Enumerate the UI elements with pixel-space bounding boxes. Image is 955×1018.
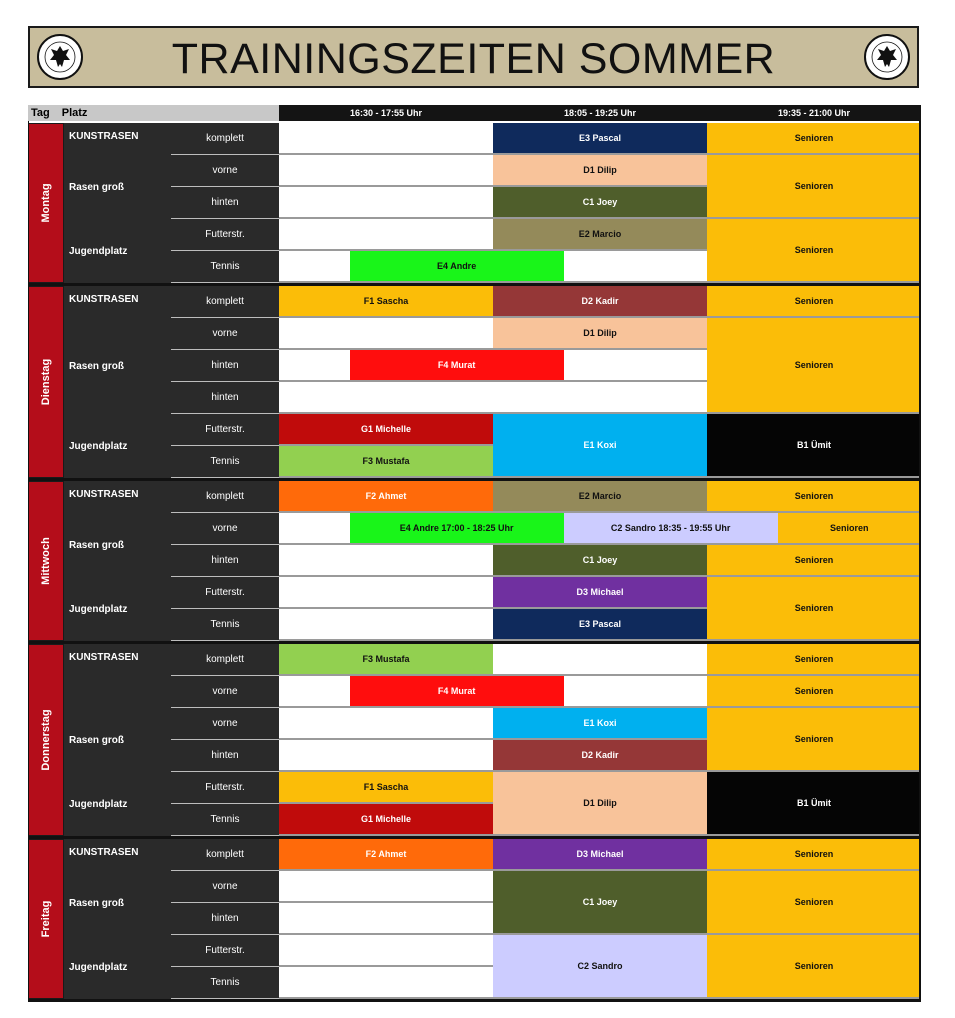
day-dienstag bbox=[28, 286, 64, 478]
sub-location-label: Futterstr. bbox=[171, 219, 279, 251]
sub-location-label: hinten bbox=[171, 740, 279, 772]
training-block: Senioren bbox=[707, 935, 921, 999]
field-label: KUNSTRASEN bbox=[64, 123, 171, 155]
training-block: Senioren bbox=[707, 123, 921, 155]
training-block: E2 Marcio bbox=[493, 219, 707, 251]
sub-location-label: vorne bbox=[171, 871, 279, 903]
sub-location-label: Tennis bbox=[171, 804, 279, 836]
training-block: D3 Michael bbox=[493, 577, 707, 609]
empty-slot bbox=[279, 935, 493, 967]
training-block: Senioren bbox=[707, 219, 921, 283]
empty-slot bbox=[279, 577, 493, 609]
sub-location-label: Futterstr. bbox=[171, 577, 279, 609]
empty-slot bbox=[279, 871, 493, 903]
training-block: C2 Sandro 18:35 - 19:55 Uhr bbox=[564, 513, 778, 545]
training-block: Senioren bbox=[778, 513, 921, 545]
training-block: F3 Mustafa bbox=[279, 644, 493, 676]
sub-location-label: vorne bbox=[171, 513, 279, 545]
field-label: Jugendplatz bbox=[64, 935, 171, 999]
sub-location-label: hinten bbox=[171, 545, 279, 577]
training-block: G1 Michelle bbox=[279, 414, 493, 446]
sub-location-label: komplett bbox=[171, 123, 279, 155]
sub-location-label: komplett bbox=[171, 286, 279, 318]
sub-location-label: Futterstr. bbox=[171, 935, 279, 967]
training-block: E2 Marcio bbox=[493, 481, 707, 513]
training-block: E4 Andre 17:00 - 18:25 Uhr bbox=[350, 513, 564, 545]
training-block: Senioren bbox=[707, 318, 921, 414]
day-label: Donnerstag bbox=[40, 709, 52, 771]
training-block: E3 Pascal bbox=[493, 609, 707, 641]
empty-slot bbox=[279, 382, 707, 414]
training-block: F1 Sascha bbox=[279, 772, 493, 804]
training-block: C1 Joey bbox=[493, 871, 707, 935]
sub-location-label: Futterstr. bbox=[171, 772, 279, 804]
header-slot-1: 16:30 - 17:55 Uhr bbox=[279, 105, 493, 121]
field-label: Rasen groß bbox=[64, 155, 171, 219]
sub-location-label: vorne bbox=[171, 708, 279, 740]
training-block: B1 Ümit bbox=[707, 772, 921, 836]
field-label: KUNSTRASEN bbox=[64, 839, 171, 871]
training-block: F1 Sascha bbox=[279, 286, 493, 318]
schedule-grid bbox=[28, 105, 921, 989]
day-label: Montag bbox=[40, 183, 52, 223]
empty-slot bbox=[279, 219, 493, 251]
sub-location-label: komplett bbox=[171, 481, 279, 513]
sub-location-label: hinten bbox=[171, 382, 279, 414]
empty-slot bbox=[279, 155, 493, 187]
field-label: Jugendplatz bbox=[64, 219, 171, 283]
empty-slot bbox=[564, 350, 707, 382]
header-slot-3: 19:35 - 21:00 Uhr bbox=[707, 105, 921, 121]
page-title: TRAININGSZEITEN SOMMER bbox=[171, 35, 776, 83]
empty-slot bbox=[279, 708, 493, 740]
header-slot-2: 18:05 - 19:25 Uhr bbox=[493, 105, 707, 121]
sub-location-label: vorne bbox=[171, 155, 279, 187]
training-block: C1 Joey bbox=[493, 187, 707, 219]
training-block: F2 Ahmet bbox=[279, 481, 493, 513]
training-block: F3 Mustafa bbox=[279, 446, 493, 478]
training-block: D2 Kadir bbox=[493, 740, 707, 772]
field-label: Jugendplatz bbox=[64, 414, 171, 478]
training-block: F4 Murat bbox=[350, 676, 564, 708]
training-block: D1 Dilip bbox=[493, 155, 707, 187]
empty-slot bbox=[279, 676, 350, 708]
training-block: F4 Murat bbox=[350, 350, 564, 382]
sub-location-label: hinten bbox=[171, 187, 279, 219]
header-platz: Platz bbox=[61, 107, 88, 119]
training-block: Senioren bbox=[707, 708, 921, 772]
training-block: D1 Dilip bbox=[493, 772, 707, 836]
training-block: D3 Michael bbox=[493, 839, 707, 871]
sub-location-label: hinten bbox=[171, 350, 279, 382]
empty-slot bbox=[279, 903, 493, 935]
training-block: Senioren bbox=[707, 676, 921, 708]
day-montag bbox=[28, 123, 64, 283]
training-block: B1 Ümit bbox=[707, 414, 921, 478]
sub-location-label: Tennis bbox=[171, 446, 279, 478]
field-label: Rasen groß bbox=[64, 513, 171, 577]
training-block: Senioren bbox=[707, 577, 921, 641]
empty-slot bbox=[279, 187, 493, 219]
sub-location-label: vorne bbox=[171, 318, 279, 350]
training-block: E4 Andre bbox=[350, 251, 564, 283]
grid-right-border bbox=[919, 121, 921, 1002]
training-block: D2 Kadir bbox=[493, 286, 707, 318]
field-label: KUNSTRASEN bbox=[64, 286, 171, 318]
sub-location-label: Futterstr. bbox=[171, 414, 279, 446]
training-block: E1 Koxi bbox=[493, 708, 707, 740]
training-block: Senioren bbox=[707, 481, 921, 513]
training-block: C1 Joey bbox=[493, 545, 707, 577]
empty-slot bbox=[279, 251, 350, 283]
training-block: Senioren bbox=[707, 286, 921, 318]
training-block: E1 Koxi bbox=[493, 414, 707, 478]
training-block: F2 Ahmet bbox=[279, 839, 493, 871]
empty-slot bbox=[564, 251, 707, 283]
day-donnerstag bbox=[28, 644, 64, 836]
field-label: Jugendplatz bbox=[64, 577, 171, 641]
club-logo-right bbox=[863, 33, 911, 81]
title-bar bbox=[28, 26, 919, 88]
field-label: KUNSTRASEN bbox=[64, 644, 171, 708]
field-label: Jugendplatz bbox=[64, 772, 171, 836]
day-label: Mittwoch bbox=[40, 537, 52, 585]
empty-slot bbox=[279, 740, 493, 772]
field-label: Rasen groß bbox=[64, 708, 171, 772]
day-separator bbox=[28, 999, 921, 1002]
sub-location-label: komplett bbox=[171, 839, 279, 871]
empty-slot bbox=[279, 513, 350, 545]
training-block: C2 Sandro bbox=[493, 935, 707, 999]
training-block: G1 Michelle bbox=[279, 804, 493, 836]
empty-slot bbox=[493, 644, 707, 676]
empty-slot bbox=[279, 318, 493, 350]
empty-slot bbox=[279, 609, 493, 641]
day-label: Freitag bbox=[40, 900, 52, 938]
empty-slot bbox=[279, 350, 350, 382]
empty-slot bbox=[564, 676, 707, 708]
sub-location-label: hinten bbox=[171, 903, 279, 935]
sub-location-label: komplett bbox=[171, 644, 279, 676]
header-tag-platz bbox=[28, 105, 279, 121]
day-label: Dienstag bbox=[40, 358, 52, 406]
training-block: Senioren bbox=[707, 644, 921, 676]
training-block: Senioren bbox=[707, 871, 921, 935]
day-mittwoch bbox=[28, 481, 64, 641]
sub-location-label: Tennis bbox=[171, 609, 279, 641]
sub-location-label: vorne bbox=[171, 676, 279, 708]
training-block: Senioren bbox=[707, 155, 921, 219]
field-label: KUNSTRASEN bbox=[64, 481, 171, 513]
header-tag: Tag bbox=[31, 107, 50, 119]
sub-location-label: Tennis bbox=[171, 251, 279, 283]
training-block: E3 Pascal bbox=[493, 123, 707, 155]
field-label: Rasen groß bbox=[64, 318, 171, 414]
empty-slot bbox=[279, 967, 493, 999]
empty-slot bbox=[279, 545, 493, 577]
empty-slot bbox=[279, 123, 493, 155]
day-freitag bbox=[28, 839, 64, 999]
grid-left-border bbox=[28, 121, 29, 1002]
field-label: Rasen groß bbox=[64, 871, 171, 935]
sub-location-label: Tennis bbox=[171, 967, 279, 999]
training-block: Senioren bbox=[707, 545, 921, 577]
training-block: Senioren bbox=[707, 839, 921, 871]
training-block: D1 Dilip bbox=[493, 318, 707, 350]
